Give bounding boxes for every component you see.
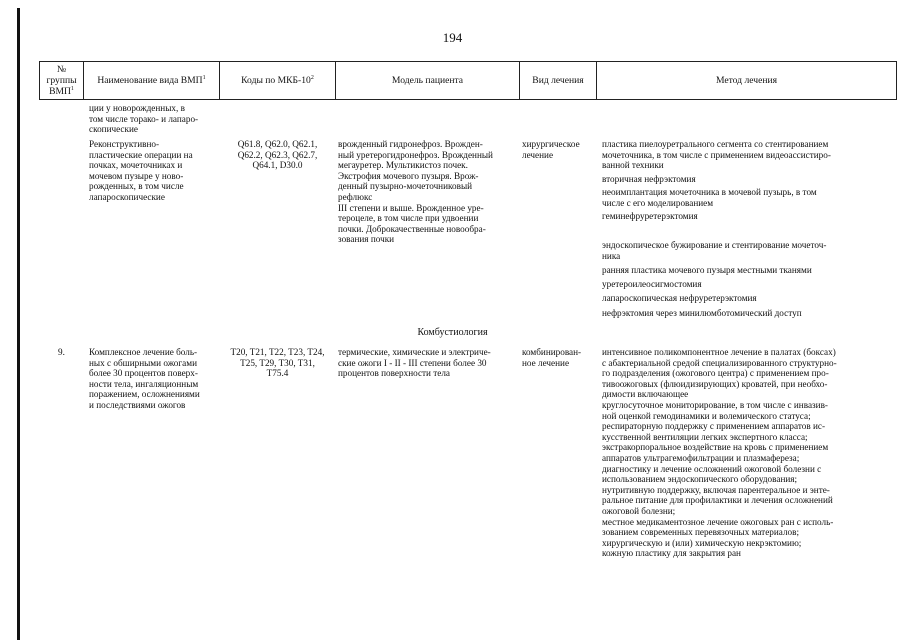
recon-method-6: ранняя пластика мочевого пузыря местными тканями [602, 265, 812, 275]
table-header-bottom-border [39, 99, 897, 100]
page-number: 194 [442, 30, 463, 45]
continued-vmp-name: ции у новорожденных, в том числе торако- и лапаро- скопические [89, 103, 199, 135]
row9-mkb-codes: T20, T21, T22, T23, T24, T25, T29, T30, T31, T75.4 [230, 347, 325, 379]
recon-method-7: уретероилеосигмостомия [602, 279, 702, 289]
recon-patient-model: врожденный гидронефроз. Врожден- ный уретерогидронефроз. Врожденный мегауретер. Мультикистоз почек. Экстрофия мочевого пузыря. Врож- денный пузырно-мочеточниковый рефлюкс III степени и выше. Врожденное уре- тероцеле, в том числе при удвоении почки. Доброкачественные новообра- зования почки [338, 139, 493, 245]
row9-patient-model: термические, химические и электриче- ские ожоги I - II - III степени более 30 процентов поверхности тела [338, 347, 491, 379]
recon-vmp-name: Реконструктивно- пластические операции на почках, мочеточниках и мочевом пузыре у ново- рожденных, в том числе лапароскопические [89, 139, 193, 202]
table-right-border [896, 61, 897, 100]
section-title: Комбустиология [417, 327, 488, 338]
row9-treatment-type: комбинирован- ное лечение [522, 347, 582, 368]
row9-treatment-method: интенсивное поликомпонентное лечение в палатах (боксах) с абактериальной средой специализированного структурно- го подразделения (ожогового центра) с применением про- тивоожоговых (флюидизирующих) кроватей, при необхо- димости включающее круглосуточное мониторирование, в том числе с инвазив- ной оценкой гемодинамики и волемического статуса; респираторную поддержку с применением аппаратов ис- кусственной вентиляции легких экспертного класса; экстракорпоральное воздействие на кровь с применением аппаратов ультрагемофильтрации и плазмафереза; диагностику и лечение осложнений ожоговой болезни с использованием эндоскопического оборудования; нутритивную поддержку, включая парентеральное и энте- ральное питание для профилактики и лечения осложнений ожоговой болезни; местное медикаментозное лечение ожоговых ран с исполь- зованием современных перевязочных материалов; хирургическую и (или) химическую некрэктомию; кожную пластику для закрытия ран [602, 347, 837, 559]
recon-treatment-type: хирургическое лечение [522, 139, 580, 160]
recon-mkb-codes: Q61.8, Q62.0, Q62.1, Q62.2, Q62.3, Q62.7, Q64.1, D30.0 [237, 139, 318, 171]
header-mkb-codes: Коды по МКБ-$10^2$ [241, 74, 314, 86]
row9-group-number: 9. [58, 347, 65, 357]
scan-edge-bar [17, 8, 20, 640]
recon-method-3: неоимплантация мочеточника в мочевой пузырь, в том числе с его моделированием [602, 187, 817, 208]
recon-method-4: геминефруретерэктомия [602, 211, 698, 221]
recon-method-5: эндоскопическое бужирование и стентирование мочеточ- ника [602, 240, 827, 261]
recon-method-8: лапароскопическая нефруретерэктомия [602, 293, 757, 303]
table-top-border [39, 61, 897, 62]
recon-method-1: пластика пиелоуретрального сегмента со стентированием мочеточника, в том числе с применением видеоассистиро- ванной техники [602, 139, 831, 171]
header-vmp-name: Наименование вида ВМП$^1$ [97, 74, 206, 86]
row9-vmp-name: Комплексное лечение боль- ных с обширными ожогами более 30 процентов поверх- ности тела, ингаляционным поражением, осложнениями и последствиями ожогов [89, 347, 200, 410]
header-treatment-type: Вид лечения [532, 75, 584, 86]
header-patient-model: Модель пациента [391, 75, 464, 86]
header-treatment-method: Метод лечения [715, 75, 778, 86]
recon-method-2: вторичная нефрэктомия [602, 174, 696, 184]
header-group-number: № группы ВМП$^1$ [46, 64, 77, 97]
recon-method-9: нефрэктомия через минилюмботомический доступ [602, 308, 802, 318]
